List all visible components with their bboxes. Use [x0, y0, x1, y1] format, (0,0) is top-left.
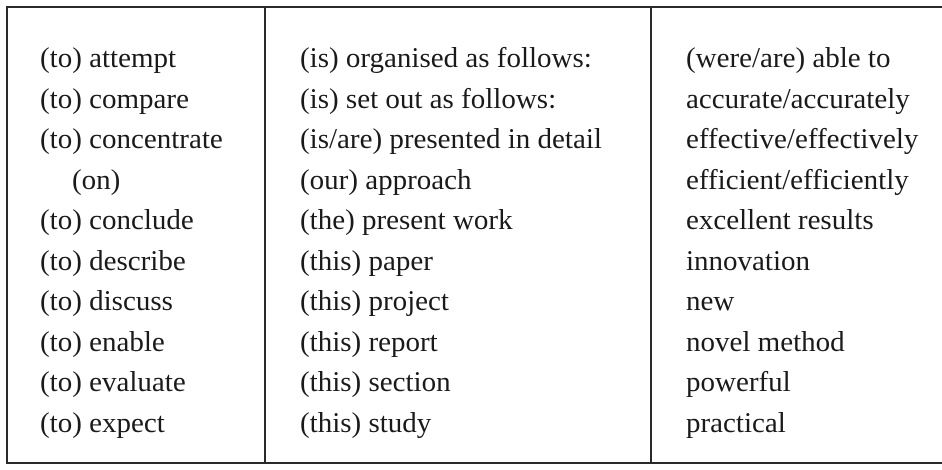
- column-evaluatives: [652, 8, 942, 462]
- table-cell: innovation: [686, 244, 811, 277]
- table-cell: (is) set out as follows:: [300, 82, 557, 115]
- column-verbs: [8, 8, 266, 462]
- table-cell: (this) paper: [300, 244, 433, 277]
- table-cell: (to) compare: [40, 82, 189, 115]
- table-cell: (to) attempt: [40, 42, 177, 74]
- table-cell: (on): [72, 163, 121, 196]
- table-cell: (to) discuss: [40, 285, 173, 317]
- table-cell: new: [686, 285, 735, 317]
- table-cell: (this) project: [300, 285, 449, 317]
- table-cell: effective/effectively: [686, 123, 919, 155]
- table-cell: powerful: [686, 366, 791, 398]
- table-cell: efficient/efficiently: [686, 163, 909, 196]
- table-cell: practical: [686, 406, 786, 439]
- table-cell: (to) describe: [40, 244, 186, 277]
- phrase-table: [6, 6, 942, 464]
- table-cell: (to) concentrate: [40, 123, 223, 155]
- table-cell: (the) present work: [300, 204, 513, 236]
- table-cell: (this) report: [300, 325, 438, 358]
- table-cell: excellent results: [686, 204, 874, 236]
- table-cell: (to) evaluate: [40, 366, 186, 398]
- table-cell: (to) conclude: [40, 204, 194, 236]
- table-cell: (this) section: [300, 366, 451, 398]
- table-cell: (is/are) presented in detail: [300, 123, 602, 155]
- table-cell: (our) approach: [300, 163, 472, 196]
- table-cell: (this) study: [300, 406, 432, 439]
- table-cell: (were/are) able to: [686, 42, 891, 74]
- table-cell: (to) enable: [40, 325, 165, 358]
- column-phrases: [266, 8, 652, 462]
- table-cell: (is) organised as follows:: [300, 42, 592, 74]
- table-cell: (to) expect: [40, 406, 165, 439]
- table-cell: novel method: [686, 325, 845, 358]
- table-cell: accurate/accurately: [686, 82, 910, 115]
